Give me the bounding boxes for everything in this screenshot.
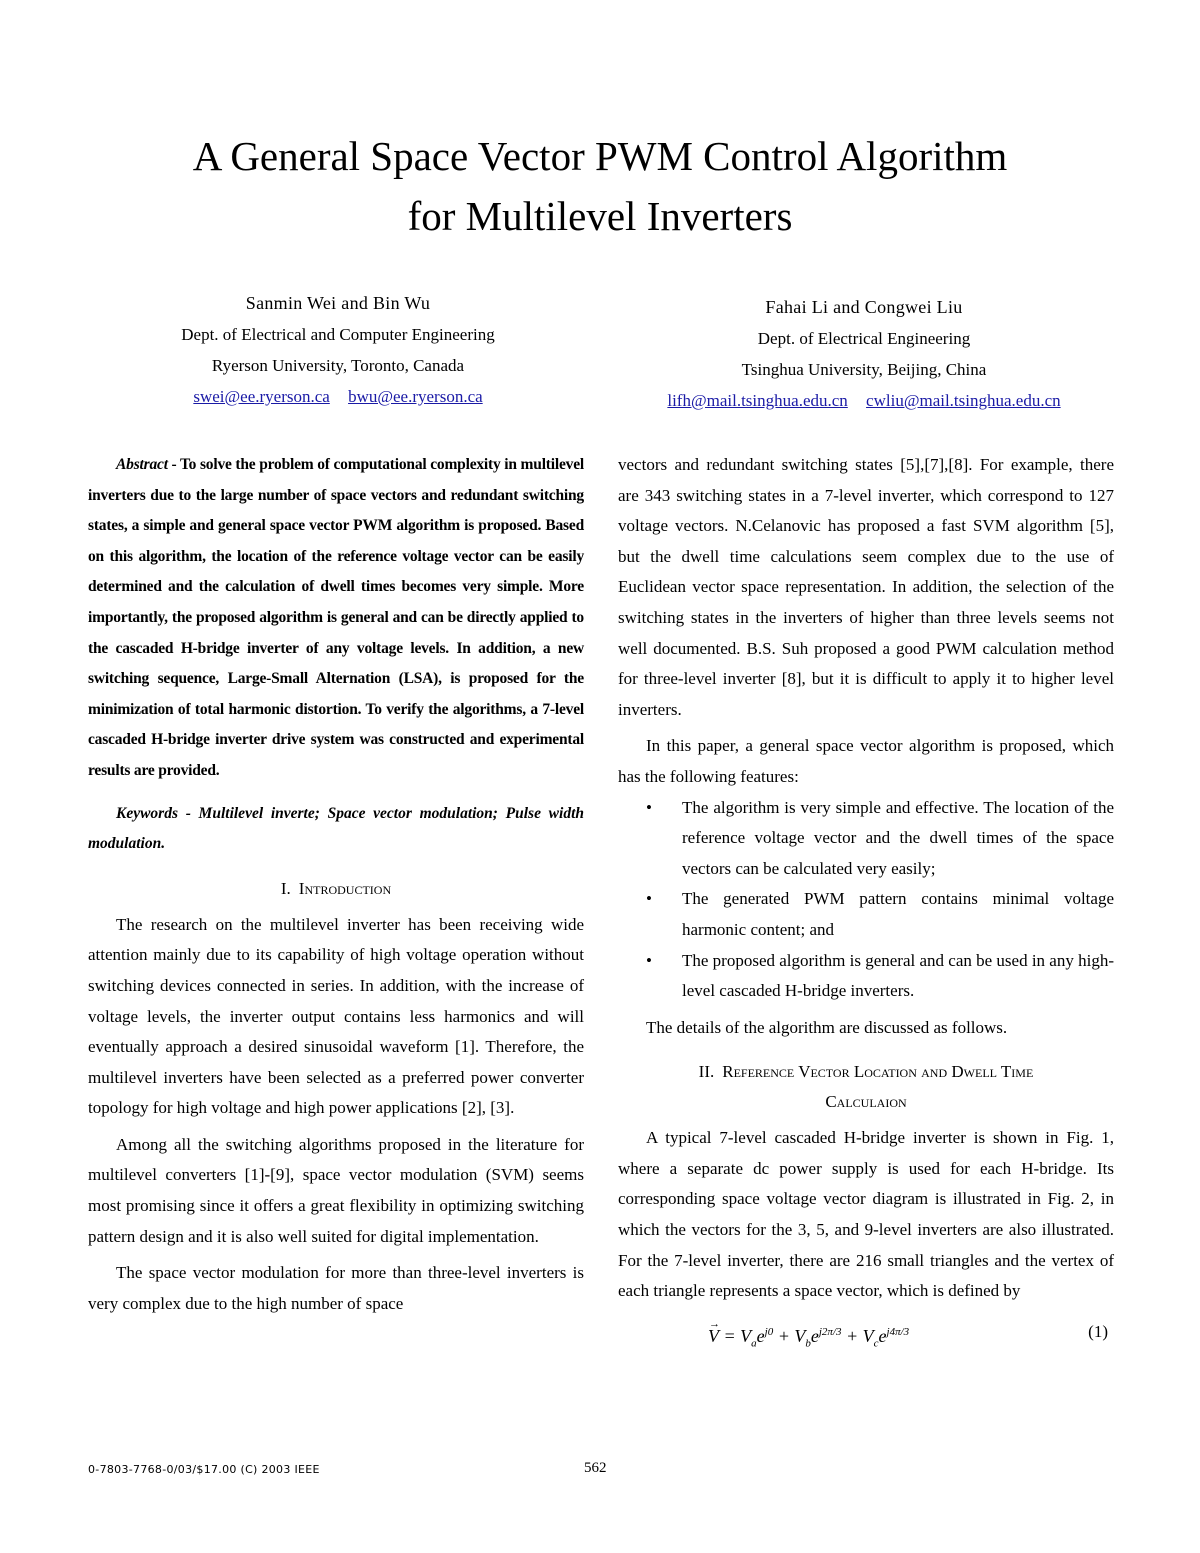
term-exp-base: e bbox=[878, 1325, 887, 1346]
author-block-right bbox=[608, 292, 1120, 416]
paragraph: A typical 7-level cascaded H-bridge inverter is shown in Fig. 1, where a separate dc power supply is used for each H-bridge. Its corresponding space voltage vector diagram is illustrated in Fig. 2, in which the vectors for the 3, 5, and 9-level inverters are also illustrated. For the 7-level inverter, there are 216 small triangles and the vertex of each triangle represents a space vector, which is defined by bbox=[618, 1128, 1114, 1301]
keywords-text: - Multilevel inverte; Space vector modulation; Pulse width modulation. bbox=[88, 804, 584, 853]
equation-body bbox=[708, 1317, 909, 1359]
paper-title bbox=[60, 126, 1140, 246]
author-names: Fahai Li and Congwei Liu bbox=[765, 297, 963, 317]
bullet-icon: • bbox=[646, 889, 652, 909]
copyright-footer: 0-7803-7768-0/03/$17.00 (C) 2003 IEEE bbox=[88, 1463, 320, 1476]
plus-sign: + bbox=[841, 1325, 863, 1346]
page-number: 562 bbox=[584, 1460, 607, 1476]
vector-symbol: → V bbox=[708, 1321, 719, 1352]
list-item-text: The generated PWM pattern contains minimal voltage harmonic content; and bbox=[682, 889, 1114, 939]
list-item bbox=[618, 946, 1114, 1007]
list-item-text: The proposed algorithm is general and can be used in any high-level cascaded H-bridge inverters. bbox=[682, 950, 1114, 1001]
bullet-icon: • bbox=[646, 797, 652, 817]
term-exponent: j4π/3 bbox=[886, 1325, 910, 1338]
author-emails bbox=[88, 381, 588, 412]
term-exp-base: e bbox=[810, 1325, 819, 1346]
equation-number: (1) bbox=[1088, 1321, 1108, 1341]
keywords bbox=[88, 799, 584, 860]
title-line-2: for Multilevel Inverters bbox=[407, 193, 793, 239]
author-department: Dept. of Electrical and Computer Engineering bbox=[181, 325, 495, 344]
paragraph: Among all the switching algorithms proposed in the literature for multilevel converters [1]-[9], space vector modulation (SVM) seems most promising since it offers a great flexibility in optimizing switching pattern design and it is also well suited for digital implementation. bbox=[88, 1134, 584, 1246]
email-link[interactable]: cwliu@mail.tsinghua.edu.cn bbox=[866, 391, 1061, 410]
list-item bbox=[618, 793, 1114, 885]
term-exponent: j0 bbox=[764, 1325, 774, 1338]
paragraph: The space vector modulation for more than three-level inverters is very complex due to the high number of space bbox=[88, 1263, 584, 1313]
author-department: Dept. of Electrical Engineering bbox=[757, 329, 971, 348]
term-exponent: j2π/3 bbox=[818, 1325, 842, 1338]
right-column bbox=[618, 450, 1114, 1353]
abstract bbox=[88, 450, 584, 787]
email-link[interactable]: lifh@mail.tsinghua.edu.cn bbox=[667, 391, 848, 410]
list-item bbox=[618, 884, 1114, 945]
left-column bbox=[88, 450, 584, 1319]
term-exp-base: e bbox=[756, 1325, 765, 1346]
author-block-left bbox=[88, 288, 588, 412]
equals-sign: = bbox=[719, 1325, 741, 1346]
author-affiliation: Ryerson University, Toronto, Canada bbox=[211, 356, 465, 375]
paragraph: The research on the multilevel inverter has been receiving wide attention mainly due to its capability of high voltage operation without switching devices connected in series. In addition, with the increase of voltage levels, the inverter output contains less harmonics and will eventually approach a desired sinusoidal waveform [1]. Therefore, the multilevel inverters have been selected as a preferred power converter topology for high voltage and high power applications [2], [3]. bbox=[88, 914, 584, 1118]
abstract-label: Abstract bbox=[116, 456, 168, 473]
abstract-text: - To solve the problem of computational complexity in multilevel inverters due to the large number of space vectors and redundant switching states, a simple and general space vector PWM algorithm is proposed. Based on this algorithm, the location of the reference voltage vector can be easily determined and the calculation of dwell times becomes very simple. More importantly, the proposed algorithm is general and can be directly applied to the cascaded H-bridge inverter of any voltage levels. In addition, a new switching sequence, Large-Small Alternation (LSA), is proposed for the minimization of total harmonic distortion. To verify the algorithms, a 7-level cascaded H-bridge inverter drive system was constructed and experimental results are provided. bbox=[88, 456, 584, 779]
section-title-continued: Calculaion bbox=[825, 1092, 907, 1112]
title-line-1: A General Space Vector PWM Control Algorithm bbox=[192, 133, 1008, 179]
term-base: V bbox=[862, 1325, 874, 1346]
author-emails bbox=[608, 385, 1120, 416]
email-link[interactable]: swei@ee.ryerson.ca bbox=[193, 387, 330, 406]
section-number: I. bbox=[280, 878, 291, 898]
author-affiliation: Tsinghua University, Beijing, China bbox=[741, 360, 987, 379]
term-subscript: c bbox=[873, 1337, 879, 1350]
section-heading bbox=[618, 1057, 1114, 1117]
section-title: Introduction bbox=[298, 878, 392, 898]
author-names: Sanmin Wei and Bin Wu bbox=[245, 293, 431, 313]
section-title: Reference Vector Location and Dwell Time bbox=[722, 1062, 1034, 1082]
bullet-icon: • bbox=[646, 950, 652, 970]
equation bbox=[618, 1315, 1114, 1353]
paragraph: In this paper, a general space vector algorithm is proposed, which has the following features: bbox=[618, 736, 1114, 786]
list-item-text: The algorithm is very simple and effective. The location of the reference voltage vector and the dwell times of the space vectors can be calculated very easily; bbox=[682, 797, 1114, 878]
section-number: II. bbox=[698, 1062, 715, 1082]
section-heading bbox=[88, 874, 584, 904]
email-link[interactable]: bwu@ee.ryerson.ca bbox=[348, 387, 483, 406]
term-base: V bbox=[794, 1325, 806, 1346]
paragraph: The details of the algorithm are discussed as follows. bbox=[646, 1017, 1008, 1037]
keywords-label: Keywords bbox=[116, 804, 178, 822]
plus-sign: + bbox=[773, 1325, 795, 1346]
term-base: V bbox=[740, 1325, 752, 1346]
paragraph: vectors and redundant switching states [5],[7],[8]. For example, there are 343 switching states in a 7-level inverter, which correspond to 127 voltage vectors. N.Celanovic has proposed a fast SVM algorithm [5], but the dwell time calculations seem complex due to the use of Euclidean vector space representation. In addition, the selection of the switching states in the inverters of higher than three levels seems not well documented. B.S. Suh proposed a good PWM calculation method for three-level inverter [8], but it is difficult to apply it to higher level inverters. bbox=[618, 455, 1114, 719]
term-subscript: b bbox=[805, 1337, 811, 1350]
feature-list bbox=[618, 793, 1114, 1007]
term-subscript: a bbox=[751, 1337, 757, 1350]
